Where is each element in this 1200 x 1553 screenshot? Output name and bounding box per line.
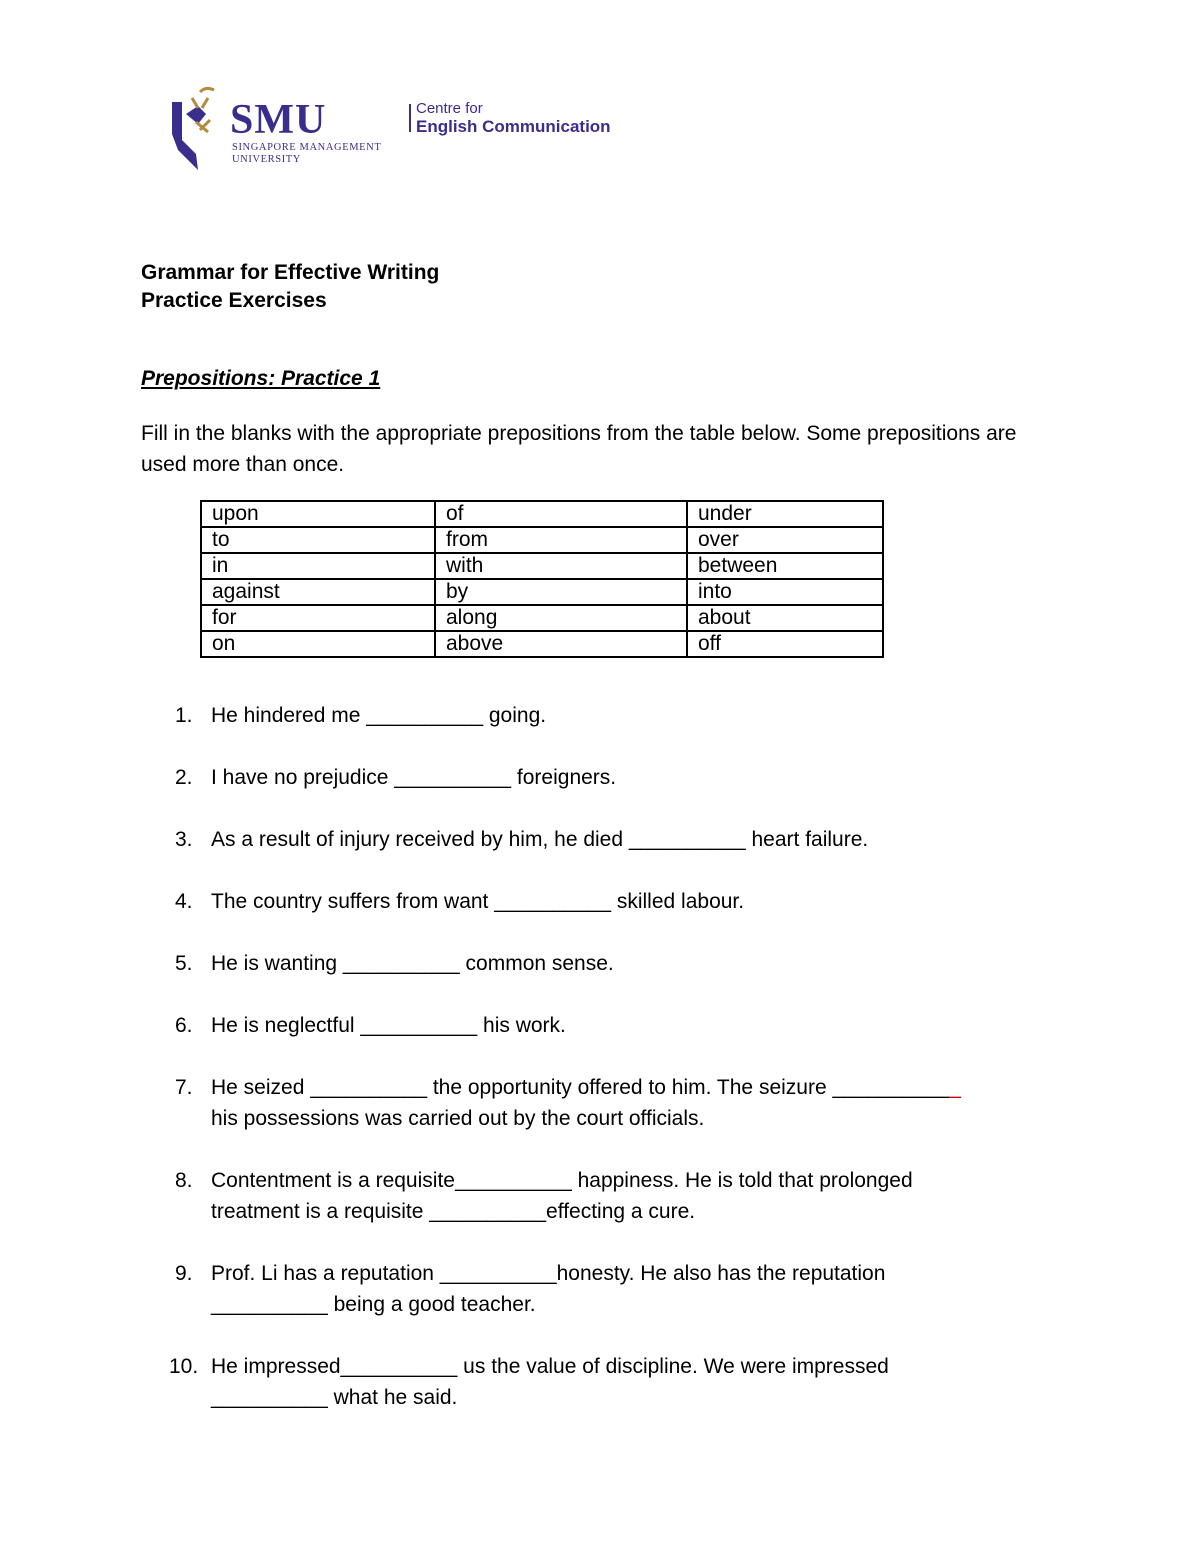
cec-divider [409, 104, 411, 132]
question-text: The country suffers from want __________ skilled labour. [211, 890, 745, 913]
question-text-continued: __________ what he said. [211, 1386, 458, 1409]
question-list [141, 700, 1061, 1413]
question-item [141, 886, 1061, 917]
question-text-continued: __________ being a good teacher. [211, 1293, 536, 1316]
question-text: He is wanting __________ common sense. [211, 952, 614, 975]
question-item [141, 824, 1061, 855]
question-item [141, 948, 1061, 979]
table-row [201, 501, 883, 527]
smu-subtitle: SINGAPORE MANAGEMENT UNIVERSITY [232, 142, 382, 165]
question-item [141, 1165, 1061, 1227]
question-text: Contentment is a requisite__________ happiness. He is told that prolonged [211, 1169, 913, 1192]
table-cell: for [201, 605, 435, 631]
section-heading: Prepositions: Practice 1 [141, 367, 381, 390]
question-item [141, 700, 1061, 731]
question-item [141, 1258, 1061, 1320]
cec-line2: English Communication [416, 117, 611, 136]
question-item [141, 762, 1061, 793]
table-cell: over [687, 527, 883, 553]
table-cell: into [687, 579, 883, 605]
question-number: 9. [175, 1262, 193, 1285]
table-cell: by [435, 579, 687, 605]
table-cell: under [687, 501, 883, 527]
question-number: 1. [175, 704, 193, 727]
question-number: 7. [175, 1076, 193, 1099]
table-cell: of [435, 501, 687, 527]
cec-line1: Centre for [416, 100, 483, 117]
question-text: He impressed__________ us the value of discipline. We were impressed [211, 1355, 889, 1378]
table-cell: from [435, 527, 687, 553]
table-cell: against [201, 579, 435, 605]
table-row [201, 579, 883, 605]
table-cell: off [687, 631, 883, 657]
question-number: 6. [175, 1014, 193, 1037]
question-number: 3. [175, 828, 193, 851]
question-text-continued: treatment is a requisite __________effecting a cure. [211, 1200, 696, 1223]
question-number: 2. [175, 766, 193, 789]
table-cell: along [435, 605, 687, 631]
table-cell: with [435, 553, 687, 579]
title-line1: Grammar for Effective Writing [141, 261, 440, 284]
question-number: 10. [169, 1355, 199, 1378]
table-cell: between [687, 553, 883, 579]
table-cell: about [687, 605, 883, 631]
question-number: 5. [175, 952, 193, 975]
prepositions-table [200, 500, 884, 658]
table-cell: upon [201, 501, 435, 527]
question-text-continued: his possessions was carried out by the court officials. [211, 1107, 705, 1130]
question-text: He seized __________ the opportunity offered to him. The seizure __________ [211, 1076, 950, 1099]
instructions: Fill in the blanks with the appropriate prepositions from the table below. Some prepositions are used more than once. [141, 422, 1017, 476]
question-number: 4. [175, 890, 193, 913]
question-item [141, 1010, 1061, 1041]
table-row [201, 527, 883, 553]
table-cell: above [435, 631, 687, 657]
smu-cec-logo [168, 84, 618, 176]
question-item [141, 1351, 1061, 1413]
title-line2: Practice Exercises [141, 289, 327, 312]
question-number: 8. [175, 1169, 193, 1192]
table-cell: to [201, 527, 435, 553]
smu-wordmark: SMU [230, 97, 327, 143]
table-cell: on [201, 631, 435, 657]
table-row [201, 605, 883, 631]
question-text: He hindered me __________ going. [211, 704, 547, 727]
question-text: I have no prejudice __________ foreigners. [211, 766, 617, 789]
question-text: Prof. Li has a reputation __________honesty. He also has the reputation [211, 1262, 886, 1285]
table-row [201, 631, 883, 657]
document-title [141, 259, 439, 315]
question-item [141, 1072, 1061, 1134]
question-text: As a result of injury received by him, he died __________ heart failure. [211, 828, 869, 851]
question-text: He is neglectful __________ his work. [211, 1014, 566, 1037]
red-underscore: _ [949, 1076, 961, 1099]
table-row [201, 553, 883, 579]
table-cell: in [201, 553, 435, 579]
